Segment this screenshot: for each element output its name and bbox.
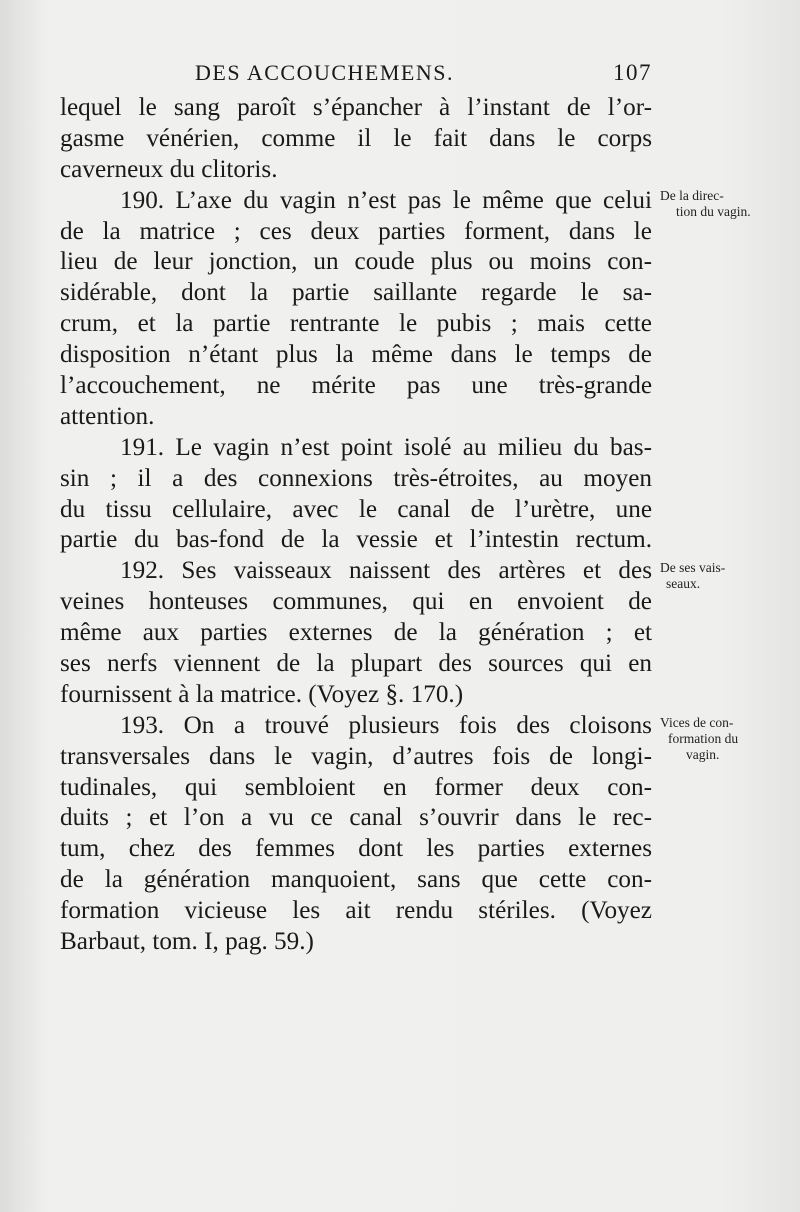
text-line: sin ; il a des connexions très-étroites, au moyen (60, 464, 652, 492)
text-line: formation vicieuse les ait rendu stériles. (Voyez (60, 897, 652, 925)
text-line: veines honteuses communes, qui en envoient de (60, 588, 652, 616)
text-line: duits ; et l’on a vu ce canal s’ouvrir dans le rec- (60, 804, 652, 832)
text-line: ses nerfs viennent de la plupart des sources qui en (60, 650, 652, 678)
text-line: attention. (60, 402, 155, 430)
text-line: caverneux du clitoris. (60, 155, 278, 183)
text-line: même aux parties externes de la génération ; et (60, 619, 652, 647)
text-line: partie du bas-fond de la vessie et l’intestin rectum. (60, 526, 652, 554)
text-line: gasme vénérien, comme il le fait dans le corps (60, 124, 652, 152)
text-line: transversales dans le vagin, d’autres fois de longi- (60, 742, 652, 770)
margin-note-direction: De la direc- tion du vagin. (660, 188, 751, 219)
text-line: lieu de leur jonction, un coude plus ou moins con- (60, 248, 652, 276)
text-line: tum, chez des femmes dont les parties externes (60, 835, 652, 863)
text-line: lequel le sang paroît s’épancher à l’instant de l’or- (60, 94, 652, 121)
paragraph-192-start: 192. Ses vaisseaux naissent des artères et des (120, 557, 652, 585)
running-title: DES ACCOUCHEMENS. (195, 60, 454, 85)
text-line: tudinales, qui sembloient en former deux con- (60, 773, 652, 801)
text-line: crum, et la partie rentrante le pubis ; mais cette (60, 310, 652, 338)
text-line: du tissu cellulaire, avec le canal de l’urètre, une (60, 495, 652, 523)
text-line: l’accouchement, ne mérite pas une très-grande (60, 372, 652, 400)
paragraph-193-start: 193. On a trouvé plusieurs fois des cloisons (120, 711, 652, 739)
text-line: sidérable, dont la partie saillante regarde le sa- (60, 279, 652, 307)
text-line: fournissent à la matrice. (Voyez §. 170.) (60, 680, 464, 708)
margin-note-vessels: De ses vais- seaux. (660, 560, 726, 591)
page-number: 107 (613, 60, 652, 85)
text-line: de la génération manquoient, sans que cette con- (60, 866, 652, 894)
paragraph-190-start: 190. L’axe du vagin n’est pas le même que celui (120, 186, 652, 214)
text-line: de la matrice ; ces deux parties forment, dans le (60, 217, 652, 245)
paragraph-191-start: 191. Le vagin n’est point isolé au milieu du bas- (120, 433, 652, 461)
margin-note-malformation: Vices de con- formation du vagin. (660, 715, 739, 762)
text-line: Barbaut, tom. I, pag. 59.) (60, 928, 314, 956)
text-line: disposition n’étant plus la même dans le temps de (60, 341, 652, 369)
running-head (195, 60, 660, 94)
body-text (60, 93, 652, 958)
